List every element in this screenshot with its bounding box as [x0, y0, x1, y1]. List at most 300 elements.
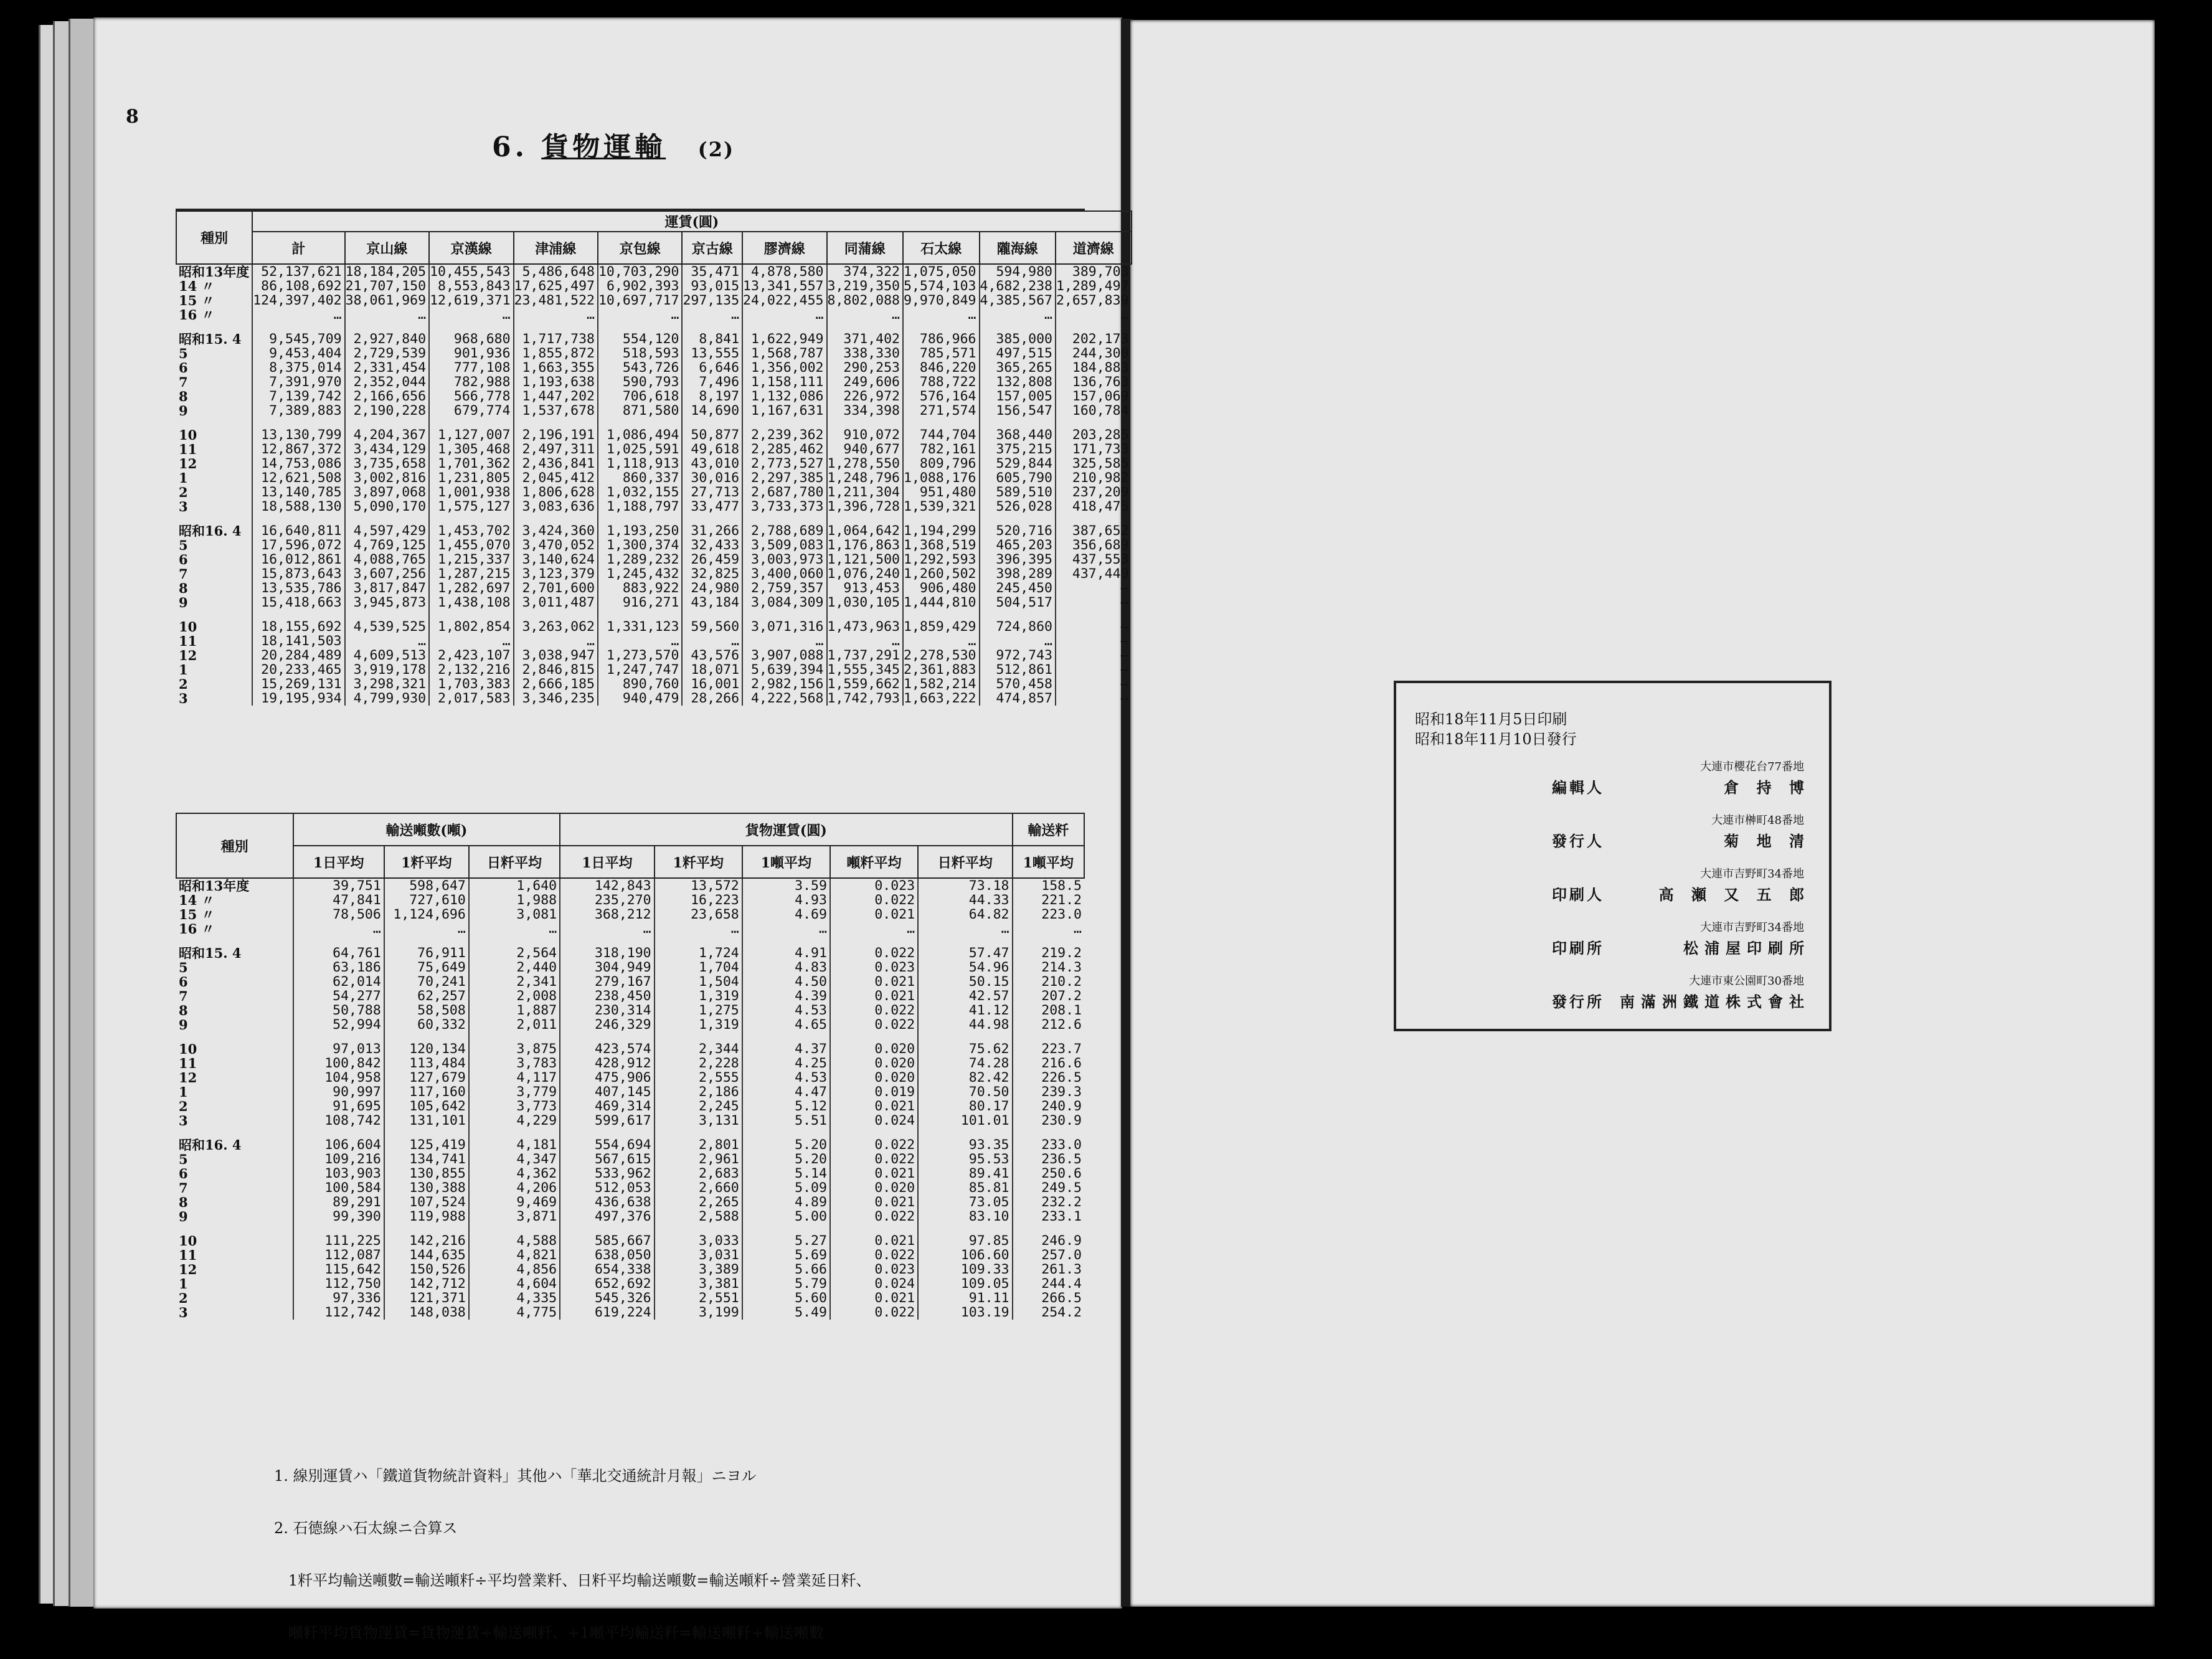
table-cell: 371,402 [827, 332, 904, 346]
table-cell: 257.0 [1013, 1248, 1084, 1262]
table-cell: 38,061,969 [345, 293, 429, 308]
colophon-role: 發行所 [1552, 993, 1604, 1011]
table-cell: 3,434,129 [345, 442, 429, 456]
table-row [176, 1262, 1084, 1277]
table-cell: 125,419 [384, 1138, 469, 1152]
table-cell: 318,190 [560, 946, 654, 960]
table-cell: 20,233,465 [252, 663, 344, 677]
row-label: 10 [179, 1041, 197, 1057]
table-cell: 0.021 [830, 1195, 918, 1209]
table-cell: 35,471 [682, 264, 742, 279]
table-cell: 210,982 [1056, 471, 1132, 485]
table-cell: 237,209 [1056, 485, 1132, 499]
table-cell: 97,336 [293, 1291, 384, 1305]
table-cell: 1,887 [469, 1003, 560, 1018]
table-cell: … [918, 922, 1012, 936]
table-cell: 127,679 [384, 1071, 469, 1085]
table-cell: 7,391,970 [252, 375, 344, 389]
table-cell: 3,083,636 [514, 499, 598, 514]
table-cell: 1,025,591 [598, 442, 682, 456]
table-row [176, 538, 1132, 552]
table-cell: 90,997 [293, 1085, 384, 1099]
table-row [176, 1128, 1084, 1138]
table-cell: 3,424,360 [514, 524, 598, 538]
row-label: 16 〃 [179, 307, 215, 323]
table-cell: 1,260,502 [903, 567, 980, 581]
table-cell: 3,002,816 [345, 471, 429, 485]
table-cell: 76,911 [384, 946, 469, 960]
table-cell: 526,028 [980, 499, 1056, 514]
table-cell: 605,790 [980, 471, 1056, 485]
colophon-address: 大連市吉野町34番地 [1700, 921, 1804, 934]
table-row [176, 989, 1084, 1003]
row-label: 9 [179, 1209, 188, 1224]
table-cell: … [469, 922, 560, 936]
table-cell: 1,064,642 [827, 524, 904, 538]
table-cell: 4,222,568 [742, 691, 826, 706]
row-label: 2 [179, 1099, 188, 1114]
table-cell: 16,001 [682, 677, 742, 691]
table-cell: 1,300,374 [598, 538, 682, 552]
table-row [176, 552, 1132, 567]
table-cell: 244,300 [1056, 346, 1132, 361]
table-cell: 2,555 [655, 1071, 742, 1085]
table-cell: 4.91 [742, 946, 830, 960]
row-label: 14 〃 [179, 892, 215, 908]
table-cell: 148,038 [384, 1305, 469, 1320]
column-header: 1日平均 [560, 846, 654, 878]
table-cell: 4.39 [742, 989, 830, 1003]
table-cell: 4,775 [469, 1305, 560, 1320]
table-cell: 5,639,394 [742, 663, 826, 677]
table-cell: 2,132,216 [429, 663, 513, 677]
table-cell: 3,607,256 [345, 567, 429, 581]
table-cell: 1,211,304 [827, 485, 904, 499]
table-cell: 4.50 [742, 975, 830, 989]
table-row [176, 404, 1132, 418]
table-cell: 4,385,567 [980, 293, 1056, 308]
table-cell: 5,574,103 [903, 279, 980, 293]
table-cell: 60,332 [384, 1018, 469, 1032]
table-row [176, 1032, 1084, 1042]
table-cell: 2,186 [655, 1085, 742, 1099]
table-row [176, 1224, 1084, 1234]
page-title [492, 125, 734, 164]
table-cell: 2,497,311 [514, 442, 598, 456]
table-cell: 0.022 [830, 1152, 918, 1166]
table-cell: 0.020 [830, 1042, 918, 1056]
table-cell: 0.022 [830, 1248, 918, 1262]
table-cell: 4,088,765 [345, 552, 429, 567]
table-cell: 599,617 [560, 1113, 654, 1128]
table-cell: 10,697,717 [598, 293, 682, 308]
table-cell: … [742, 308, 826, 322]
table-cell: 4,769,125 [345, 538, 429, 552]
table-cell: 130,855 [384, 1166, 469, 1181]
table-cell: 2,297,385 [742, 471, 826, 485]
table-cell: 5,090,170 [345, 499, 429, 514]
table-row [176, 1277, 1084, 1291]
table-cell: 1,032,155 [598, 485, 682, 499]
table-cell: 375,215 [980, 442, 1056, 456]
table-cell: 7,139,742 [252, 389, 344, 404]
table-cell: 1,247,747 [598, 663, 682, 677]
table-cell: 554,120 [598, 332, 682, 346]
table-cell: 109.33 [918, 1262, 1012, 1277]
footnote: 1. 線別運賃ハ「鐵道貨物統計資料」其他ハ「華北交通統計月報」ニヨル [274, 1467, 757, 1485]
table-cell: 4,878,580 [742, 264, 826, 279]
table-cell: 3,783 [469, 1056, 560, 1071]
table-cell: 16,640,811 [252, 524, 344, 538]
row-label: 昭和13年度 [179, 878, 250, 894]
table-cell: 223.0 [1013, 907, 1084, 922]
table-cell: 50.15 [918, 975, 1012, 989]
table-cell: 250.6 [1013, 1166, 1084, 1181]
table-row [176, 907, 1084, 922]
row-label: 2 [179, 484, 188, 500]
table-cell: 1,622,949 [742, 332, 826, 346]
table-cell: 3,733,373 [742, 499, 826, 514]
table-cell: 3,875 [469, 1042, 560, 1056]
table-cell: 2,657,839 [1056, 293, 1132, 308]
table-cell: 1,701,362 [429, 456, 513, 471]
row-label: 5 [179, 537, 188, 553]
table-cell: 13,572 [655, 878, 742, 893]
table-cell: 497,515 [980, 346, 1056, 361]
table-cell: 543,726 [598, 361, 682, 375]
table-row [176, 946, 1084, 960]
table-cell: 230,314 [560, 1003, 654, 1018]
row-label: 8 [179, 389, 188, 404]
table-row [176, 581, 1132, 595]
table-cell: 39,751 [293, 878, 384, 893]
table-cell: 202,173 [1056, 332, 1132, 346]
table-row [176, 1291, 1084, 1305]
table-cell: 1,194,299 [903, 524, 980, 538]
table-cell: 338,330 [827, 346, 904, 361]
table-cell: 1,504 [655, 975, 742, 989]
table-row [176, 1099, 1084, 1113]
table-row [176, 1071, 1084, 1085]
row-label: 3 [179, 1113, 188, 1128]
table-cell: 1,231,805 [429, 471, 513, 485]
row-label: 11 [179, 1247, 197, 1263]
table-cell: 12,867,372 [252, 442, 344, 456]
table-row [176, 471, 1132, 485]
table-cell: 86,108,692 [252, 279, 344, 293]
table-cell: 786,966 [903, 332, 980, 346]
table-cell: 4,117 [469, 1071, 560, 1085]
table-row [176, 620, 1132, 634]
table-cell: 589,510 [980, 485, 1056, 499]
table-cell: 638,050 [560, 1248, 654, 1262]
table-cell: 1,453,702 [429, 524, 513, 538]
table-cell: 210.2 [1013, 975, 1084, 989]
table-cell: 89.41 [918, 1166, 1012, 1181]
table-cell: 3,031 [655, 1248, 742, 1262]
table-row [176, 375, 1132, 389]
row-label: 6 [179, 1166, 188, 1181]
table-cell: 109,216 [293, 1152, 384, 1166]
row-label: 7 [179, 988, 188, 1004]
table-cell: 566,778 [429, 389, 513, 404]
table-cell: 3,773 [469, 1099, 560, 1113]
table-cell: 13,140,785 [252, 485, 344, 499]
table-cell: 1,305,468 [429, 442, 513, 456]
table-cell: 1,118,913 [598, 456, 682, 471]
table-cell: 0.024 [830, 1113, 918, 1128]
table-cell: 0.023 [830, 1262, 918, 1277]
colophon-role: 印刷所 [1552, 939, 1604, 957]
table-cell: 2,701,600 [514, 581, 598, 595]
table-cell: 1,176,863 [827, 538, 904, 552]
table-cell: 85.81 [918, 1181, 1012, 1195]
table-cell: 62,257 [384, 989, 469, 1003]
table-cell: 236.5 [1013, 1152, 1084, 1166]
title-number: 6. [492, 131, 528, 163]
table-cell: 109.05 [918, 1277, 1012, 1291]
table-cell: 0.022 [830, 1138, 918, 1152]
table-cell: 134,741 [384, 1152, 469, 1166]
table-cell: 4.47 [742, 1085, 830, 1099]
table-cell: 254.2 [1013, 1305, 1084, 1320]
table-cell: 0.020 [830, 1071, 918, 1085]
freight-revenue-table [176, 210, 1132, 706]
table-cell: 512,861 [980, 663, 1056, 677]
table-cell: 3.59 [742, 878, 830, 893]
table-row [176, 1113, 1084, 1128]
table-cell: 20,284,489 [252, 648, 344, 663]
table-cell: 8,553,843 [429, 279, 513, 293]
table-cell: 598,647 [384, 878, 469, 893]
row-label: 3 [179, 499, 188, 514]
table-cell: 0.021 [830, 1291, 918, 1305]
colophon-box [1394, 681, 1832, 1031]
table-cell: 14,690 [682, 404, 742, 418]
column-header: 1噸平均 [1013, 846, 1084, 878]
table-row [176, 975, 1084, 989]
table-cell: 2,683 [655, 1166, 742, 1181]
table-cell: 2,331,454 [345, 361, 429, 375]
table-cell: 131,101 [384, 1113, 469, 1128]
table-cell: 1,124,696 [384, 907, 469, 922]
table-cell: 58,508 [384, 1003, 469, 1018]
row-label: 5 [179, 346, 188, 361]
table-cell: 16,223 [655, 893, 742, 907]
table-cell: 156,547 [980, 404, 1056, 418]
table-row [176, 346, 1132, 361]
table-cell: 2,982,156 [742, 677, 826, 691]
table-cell: 1,802,854 [429, 620, 513, 634]
table-row [176, 634, 1132, 648]
table-cell: 940,479 [598, 691, 682, 706]
table-cell: 1,582,214 [903, 677, 980, 691]
table-cell: 50,788 [293, 1003, 384, 1018]
table-cell: 73.05 [918, 1195, 1012, 1209]
table-cell: 1,086,494 [598, 428, 682, 442]
table-cell: 5.79 [742, 1277, 830, 1291]
table-cell: 235,270 [560, 893, 654, 907]
table-row [176, 499, 1132, 514]
table-cell: 104,958 [293, 1071, 384, 1085]
table-cell: 4.65 [742, 1018, 830, 1032]
table-cell: 436,638 [560, 1195, 654, 1209]
group-header: 運賃(圓) [252, 211, 1131, 232]
table-cell: 93.35 [918, 1138, 1012, 1152]
table-cell: 706,618 [598, 389, 682, 404]
table-row [176, 361, 1132, 375]
table-cell: 1,663,222 [903, 691, 980, 706]
table-cell: 2,927,840 [345, 332, 429, 346]
table-row [176, 1003, 1084, 1018]
table-cell: 120,134 [384, 1042, 469, 1056]
table-cell: 1,158,111 [742, 375, 826, 389]
table-cell: 0.021 [830, 989, 918, 1003]
table-cell: 2,239,362 [742, 428, 826, 442]
row-header: 種別 [176, 813, 293, 878]
table-cell: 4,604 [469, 1277, 560, 1291]
table-cell: 5.60 [742, 1291, 830, 1305]
table-cell: 0.021 [830, 907, 918, 922]
table-cell: 1,704 [655, 960, 742, 975]
table-cell: 89,291 [293, 1195, 384, 1209]
column-header: 日粁平均 [469, 846, 560, 878]
table-cell: 1,245,432 [598, 567, 682, 581]
table-cell: 512,053 [560, 1181, 654, 1195]
table-cell: 95.53 [918, 1152, 1012, 1166]
table-cell: 75.62 [918, 1042, 1012, 1056]
table-cell: 62,014 [293, 975, 384, 989]
table-row [176, 332, 1132, 346]
table-cell: … [742, 922, 830, 936]
table-cell: 14,753,086 [252, 456, 344, 471]
table-row [176, 1181, 1084, 1195]
table-cell: 157,069 [1056, 389, 1132, 404]
table-cell: 1,859,429 [903, 620, 980, 634]
table-cell: 5.51 [742, 1113, 830, 1128]
table-row [176, 1248, 1084, 1262]
table-cell: 13,130,799 [252, 428, 344, 442]
table-cell: 5.00 [742, 1209, 830, 1224]
row-label: 8 [179, 1003, 188, 1018]
table-cell: … [345, 308, 429, 322]
table-cell: 356,689 [1056, 538, 1132, 552]
table-cell: 16,012,861 [252, 552, 344, 567]
table-cell: 3,033 [655, 1234, 742, 1248]
table-row [176, 960, 1084, 975]
table-cell: 0.022 [830, 893, 918, 907]
table-cell: 119,988 [384, 1209, 469, 1224]
table-cell: 30,016 [682, 471, 742, 485]
table-cell: 1,030,105 [827, 595, 904, 610]
table-cell: 4,335 [469, 1291, 560, 1305]
table-cell: — [1056, 634, 1132, 648]
table-cell: — [1056, 581, 1132, 595]
table-row [176, 418, 1132, 428]
table-cell: 43,576 [682, 648, 742, 663]
table-cell: 782,161 [903, 442, 980, 456]
table-cell: 4,821 [469, 1248, 560, 1262]
table-cell: 78,506 [293, 907, 384, 922]
table-cell: 246.9 [1013, 1234, 1084, 1248]
row-label: 昭和15. 4 [179, 331, 242, 347]
table-cell: 475,906 [560, 1071, 654, 1085]
table-cell: 785,571 [903, 346, 980, 361]
table-cell: 9,545,709 [252, 332, 344, 346]
table-cell: 32,825 [682, 567, 742, 581]
row-label: 昭和16. 4 [179, 523, 242, 539]
table-cell: 1,444,810 [903, 595, 980, 610]
table-cell: 1,088,176 [903, 471, 980, 485]
table-cell: 325,585 [1056, 456, 1132, 471]
table-cell: 1,248,796 [827, 471, 904, 485]
table-cell: 777,108 [429, 361, 513, 375]
table-cell: 385,000 [980, 332, 1056, 346]
table-cell: 233.1 [1013, 1209, 1084, 1224]
table-cell: 49,618 [682, 442, 742, 456]
table-cell: 0.021 [830, 1234, 918, 1248]
table-cell: 3,381 [655, 1277, 742, 1291]
table-cell: 50,877 [682, 428, 742, 442]
table-cell: 4.83 [742, 960, 830, 975]
table-cell: 469,314 [560, 1099, 654, 1113]
table-cell: 160,784 [1056, 404, 1132, 418]
table-cell: 91,695 [293, 1099, 384, 1113]
table-cell: 2,011 [469, 1018, 560, 1032]
table-cell: 18,141,503 [252, 634, 344, 648]
table-cell: 2,361,883 [903, 663, 980, 677]
table-cell: 21,707,150 [345, 279, 429, 293]
table-cell: 24,022,455 [742, 293, 826, 308]
table-cell: 619,224 [560, 1305, 654, 1320]
table-cell: … [830, 922, 918, 936]
table-row [176, 485, 1132, 499]
table-cell: 910,072 [827, 428, 904, 442]
column-header: 1粁平均 [655, 846, 742, 878]
row-label: 9 [179, 595, 188, 610]
table-cell: 1,717,738 [514, 332, 598, 346]
table-cell: 75,649 [384, 960, 469, 975]
table-cell: 437,553 [1056, 552, 1132, 567]
table-cell: 10,703,290 [598, 264, 682, 279]
table-row [176, 389, 1132, 404]
table-cell: 13,555 [682, 346, 742, 361]
table-row [176, 264, 1132, 279]
row-label: 7 [179, 1180, 188, 1196]
table-cell: 3,389 [655, 1262, 742, 1277]
table-cell: 57.47 [918, 946, 1012, 960]
row-label: 8 [179, 580, 188, 596]
table-cell: 398,289 [980, 567, 1056, 581]
table-cell: 111,225 [293, 1234, 384, 1248]
table-cell: 2,265 [655, 1195, 742, 1209]
table-cell: 19,195,934 [252, 691, 344, 706]
row-header: 種別 [176, 211, 252, 264]
table-cell: 590,793 [598, 375, 682, 389]
table-cell: … [429, 634, 513, 648]
table-cell: 396,395 [980, 552, 1056, 567]
table-cell: 901,936 [429, 346, 513, 361]
table-cell: 4.89 [742, 1195, 830, 1209]
table-cell: 0.022 [830, 1305, 918, 1320]
table-row [176, 1018, 1084, 1032]
table-cell: 1,559,662 [827, 677, 904, 691]
table-cell: 4.69 [742, 907, 830, 922]
table-row [176, 610, 1132, 620]
table-cell: 1,076,240 [827, 567, 904, 581]
table-cell: 1,555,345 [827, 663, 904, 677]
footnote: 1粁平均輸送噸數=輸送噸粁÷平均營業粁、日粁平均輸送噸數=輸送噸粁÷營業延日粁、 [274, 1572, 871, 1589]
